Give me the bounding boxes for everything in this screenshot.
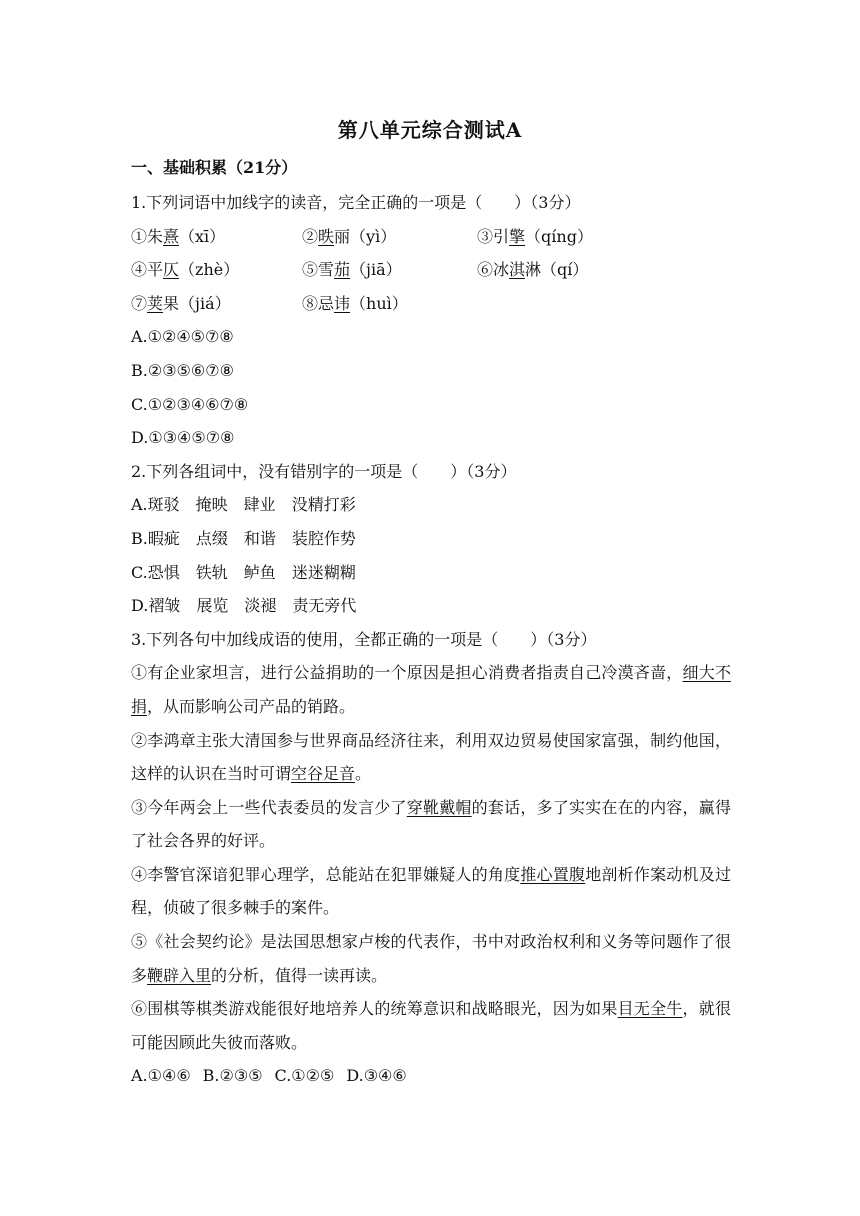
option-label: C. bbox=[131, 562, 148, 582]
word: 暇疵 bbox=[147, 528, 180, 548]
word: 恐惧 bbox=[147, 562, 180, 582]
q3-sentence-4: ④李警官深谙犯罪心理学，总能站在犯罪嫌疑人的角度推心置腹地剖析作案动机及过程，侦破了很多棘手的案件。 bbox=[131, 864, 731, 918]
q1-item-1: ①朱熹（xī） bbox=[131, 226, 226, 246]
q3-sentence-6: ⑥围棋等棋类游戏能很好地培养人的统筹意识和战略眼光，因为如果目无全牛，就很可能因顾此失彼而落败。 bbox=[131, 999, 731, 1052]
idiom-underlined: 细大不捐 bbox=[131, 663, 731, 716]
word: 掩映 bbox=[195, 495, 228, 515]
q3-option-c: C.①②⑤ bbox=[274, 1066, 335, 1086]
q1-item-7: ⑦荚果（jiá） bbox=[131, 293, 231, 313]
q1-item-4: ④平仄（zhè） bbox=[131, 260, 240, 280]
word: 没精打彩 bbox=[291, 495, 356, 515]
page-title: 第八单元综合测试A bbox=[337, 118, 523, 142]
q3-sentence-5: ⑤《社会契约论》是法国思想家卢梭的代表作，书中对政治权利和义务等问题作了很多鞭辟入里的分析，值得一读再读。 bbox=[131, 932, 731, 985]
word: 点缀 bbox=[195, 528, 228, 548]
q1-option-d: D.①③④⑤⑦⑧ bbox=[131, 428, 235, 448]
q3-sentence-3: ③今年两会上一些代表委员的发言少了穿靴戴帽的套话，多了实实在在的内容，赢得了社会各界的好评。 bbox=[131, 797, 731, 851]
q2-option-b bbox=[131, 522, 731, 556]
q3-options bbox=[131, 1059, 731, 1093]
q1-items-row-3 bbox=[131, 287, 731, 321]
word: 淡褪 bbox=[244, 596, 277, 616]
word: 展览 bbox=[196, 596, 229, 616]
q1-option-a: A.①②④⑤⑦⑧ bbox=[131, 327, 234, 347]
q3-option-d: D.③④⑥ bbox=[346, 1066, 407, 1086]
word: 斑驳 bbox=[147, 495, 180, 515]
q1-stem: 1.下列词语中加线字的读音，完全正确的一项是（ ）（3分） bbox=[131, 193, 581, 212]
q1-items-row-1 bbox=[131, 220, 731, 254]
idiom-underlined: 穿靴戴帽 bbox=[406, 797, 472, 817]
section-heading: 一、基础积累（21分） bbox=[131, 158, 298, 177]
q1-item-2: ②昳丽（yì） bbox=[302, 226, 397, 246]
word: 和谐 bbox=[243, 528, 276, 548]
option-label: B. bbox=[131, 528, 148, 548]
q1-item-6: ⑥冰淇淋（qí） bbox=[477, 260, 589, 280]
q2-option-a bbox=[131, 488, 731, 522]
q1-items-row-2 bbox=[131, 253, 731, 287]
word: 肆业 bbox=[243, 495, 276, 515]
word: 褶皱 bbox=[148, 596, 181, 616]
q3-sentence-1: ①有企业家坦言，进行公益捐助的一个原因是担心消费者指责自己冷漠吝啬，细大不捐，从而影响公司产品的销路。 bbox=[131, 663, 731, 716]
q3-sentence-2: ②李鸿章主张大清国参与世界商品经济往来，利用双边贸易使国家富强，制约他国，这样的认识在当时可谓空谷足音。 bbox=[131, 730, 731, 784]
q3-option-b: B.②③⑤ bbox=[202, 1066, 263, 1086]
q3-stem: 3.下列各句中加线成语的使用，全都正确的一项是（ ）（3分） bbox=[131, 629, 597, 649]
word: 迷迷糊糊 bbox=[291, 562, 356, 582]
q1-option-c: C.①②③④⑥⑦⑧ bbox=[131, 394, 249, 414]
q3-option-a: A.①④⑥ bbox=[131, 1066, 191, 1086]
idiom-underlined: 空谷足音 bbox=[291, 764, 356, 784]
word: 责无旁代 bbox=[292, 596, 357, 616]
word: 装腔作势 bbox=[291, 528, 356, 548]
q1-option-b: B.②③⑤⑥⑦⑧ bbox=[131, 360, 234, 380]
word: 铁轨 bbox=[195, 562, 228, 582]
option-label: A. bbox=[131, 495, 148, 515]
idiom-underlined: 目无全牛 bbox=[617, 999, 683, 1019]
word: 鲈鱼 bbox=[243, 562, 276, 582]
q1-item-8: ⑧忌讳（huì） bbox=[302, 293, 408, 313]
idiom-underlined: 鞭辟入里 bbox=[147, 965, 212, 985]
q1-item-5: ⑤雪茄（jiā） bbox=[302, 260, 402, 280]
option-label: D. bbox=[131, 596, 149, 616]
q1-item-3: ③引擎（qíng） bbox=[477, 226, 593, 246]
q2-stem: 2.下列各组词中，没有错别字的一项是（ ）（3分） bbox=[131, 461, 517, 481]
q2-option-c bbox=[131, 556, 731, 590]
q2-option-d bbox=[131, 589, 731, 623]
question-content bbox=[131, 186, 731, 1093]
idiom-underlined: 推心置腹 bbox=[520, 864, 586, 884]
